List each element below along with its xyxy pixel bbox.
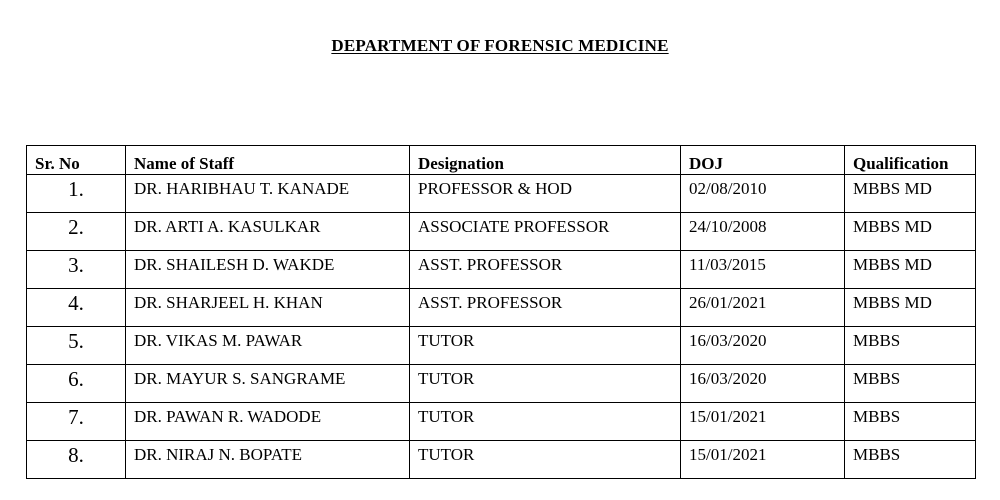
cell-name: DR. MAYUR S. SANGRAME [126, 365, 410, 403]
table-row [27, 213, 976, 251]
cell-doj: 11/03/2015 [681, 251, 845, 289]
cell-doj: 16/03/2020 [681, 327, 845, 365]
cell-qualification: MBBS MD [845, 289, 976, 327]
cell-designation: TUTOR [410, 327, 681, 365]
table-row [27, 251, 976, 289]
header-sr-no: Sr. No [27, 146, 126, 175]
header-designation: Designation [410, 146, 681, 175]
cell-name: DR. NIRAJ N. BOPATE [126, 441, 410, 479]
cell-name: DR. PAWAN R. WADODE [126, 403, 410, 441]
cell-doj: 15/01/2021 [681, 403, 845, 441]
cell-designation: PROFESSOR & HOD [410, 175, 681, 213]
cell-sr-no: 6. [27, 365, 126, 403]
cell-sr-no: 7. [27, 403, 126, 441]
table-row [27, 403, 976, 441]
cell-designation: TUTOR [410, 441, 681, 479]
cell-qualification: MBBS [845, 327, 976, 365]
cell-doj: 02/08/2010 [681, 175, 845, 213]
table-row [27, 365, 976, 403]
header-doj: DOJ [681, 146, 845, 175]
table-row [27, 441, 976, 479]
table-row [27, 327, 976, 365]
cell-sr-no: 8. [27, 441, 126, 479]
cell-name: DR. VIKAS M. PAWAR [126, 327, 410, 365]
page-title: DEPARTMENT OF FORENSIC MEDICINE [331, 36, 669, 55]
cell-sr-no: 4. [27, 289, 126, 327]
cell-name: DR. SHARJEEL H. KHAN [126, 289, 410, 327]
cell-name: DR. SHAILESH D. WAKDE [126, 251, 410, 289]
cell-designation: TUTOR [410, 365, 681, 403]
cell-qualification: MBBS MD [845, 175, 976, 213]
cell-sr-no: 1. [27, 175, 126, 213]
cell-qualification: MBBS [845, 441, 976, 479]
table-row [27, 289, 976, 327]
cell-designation: ASST. PROFESSOR [410, 289, 681, 327]
cell-qualification: MBBS [845, 365, 976, 403]
header-qualification: Qualification [845, 146, 976, 175]
cell-sr-no: 2. [27, 213, 126, 251]
cell-name: DR. HARIBHAU T. KANADE [126, 175, 410, 213]
cell-doj: 24/10/2008 [681, 213, 845, 251]
table-row [27, 175, 976, 213]
cell-designation: TUTOR [410, 403, 681, 441]
cell-sr-no: 3. [27, 251, 126, 289]
table-header-row [27, 146, 976, 175]
cell-doj: 16/03/2020 [681, 365, 845, 403]
cell-doj: 15/01/2021 [681, 441, 845, 479]
cell-qualification: MBBS MD [845, 213, 976, 251]
header-name-of-staff: Name of Staff [126, 146, 410, 175]
cell-doj: 26/01/2021 [681, 289, 845, 327]
cell-designation: ASSOCIATE PROFESSOR [410, 213, 681, 251]
staff-table [26, 145, 976, 479]
cell-qualification: MBBS [845, 403, 976, 441]
cell-qualification: MBBS MD [845, 251, 976, 289]
cell-designation: ASST. PROFESSOR [410, 251, 681, 289]
cell-sr-no: 5. [27, 327, 126, 365]
cell-name: DR. ARTI A. KASULKAR [126, 213, 410, 251]
